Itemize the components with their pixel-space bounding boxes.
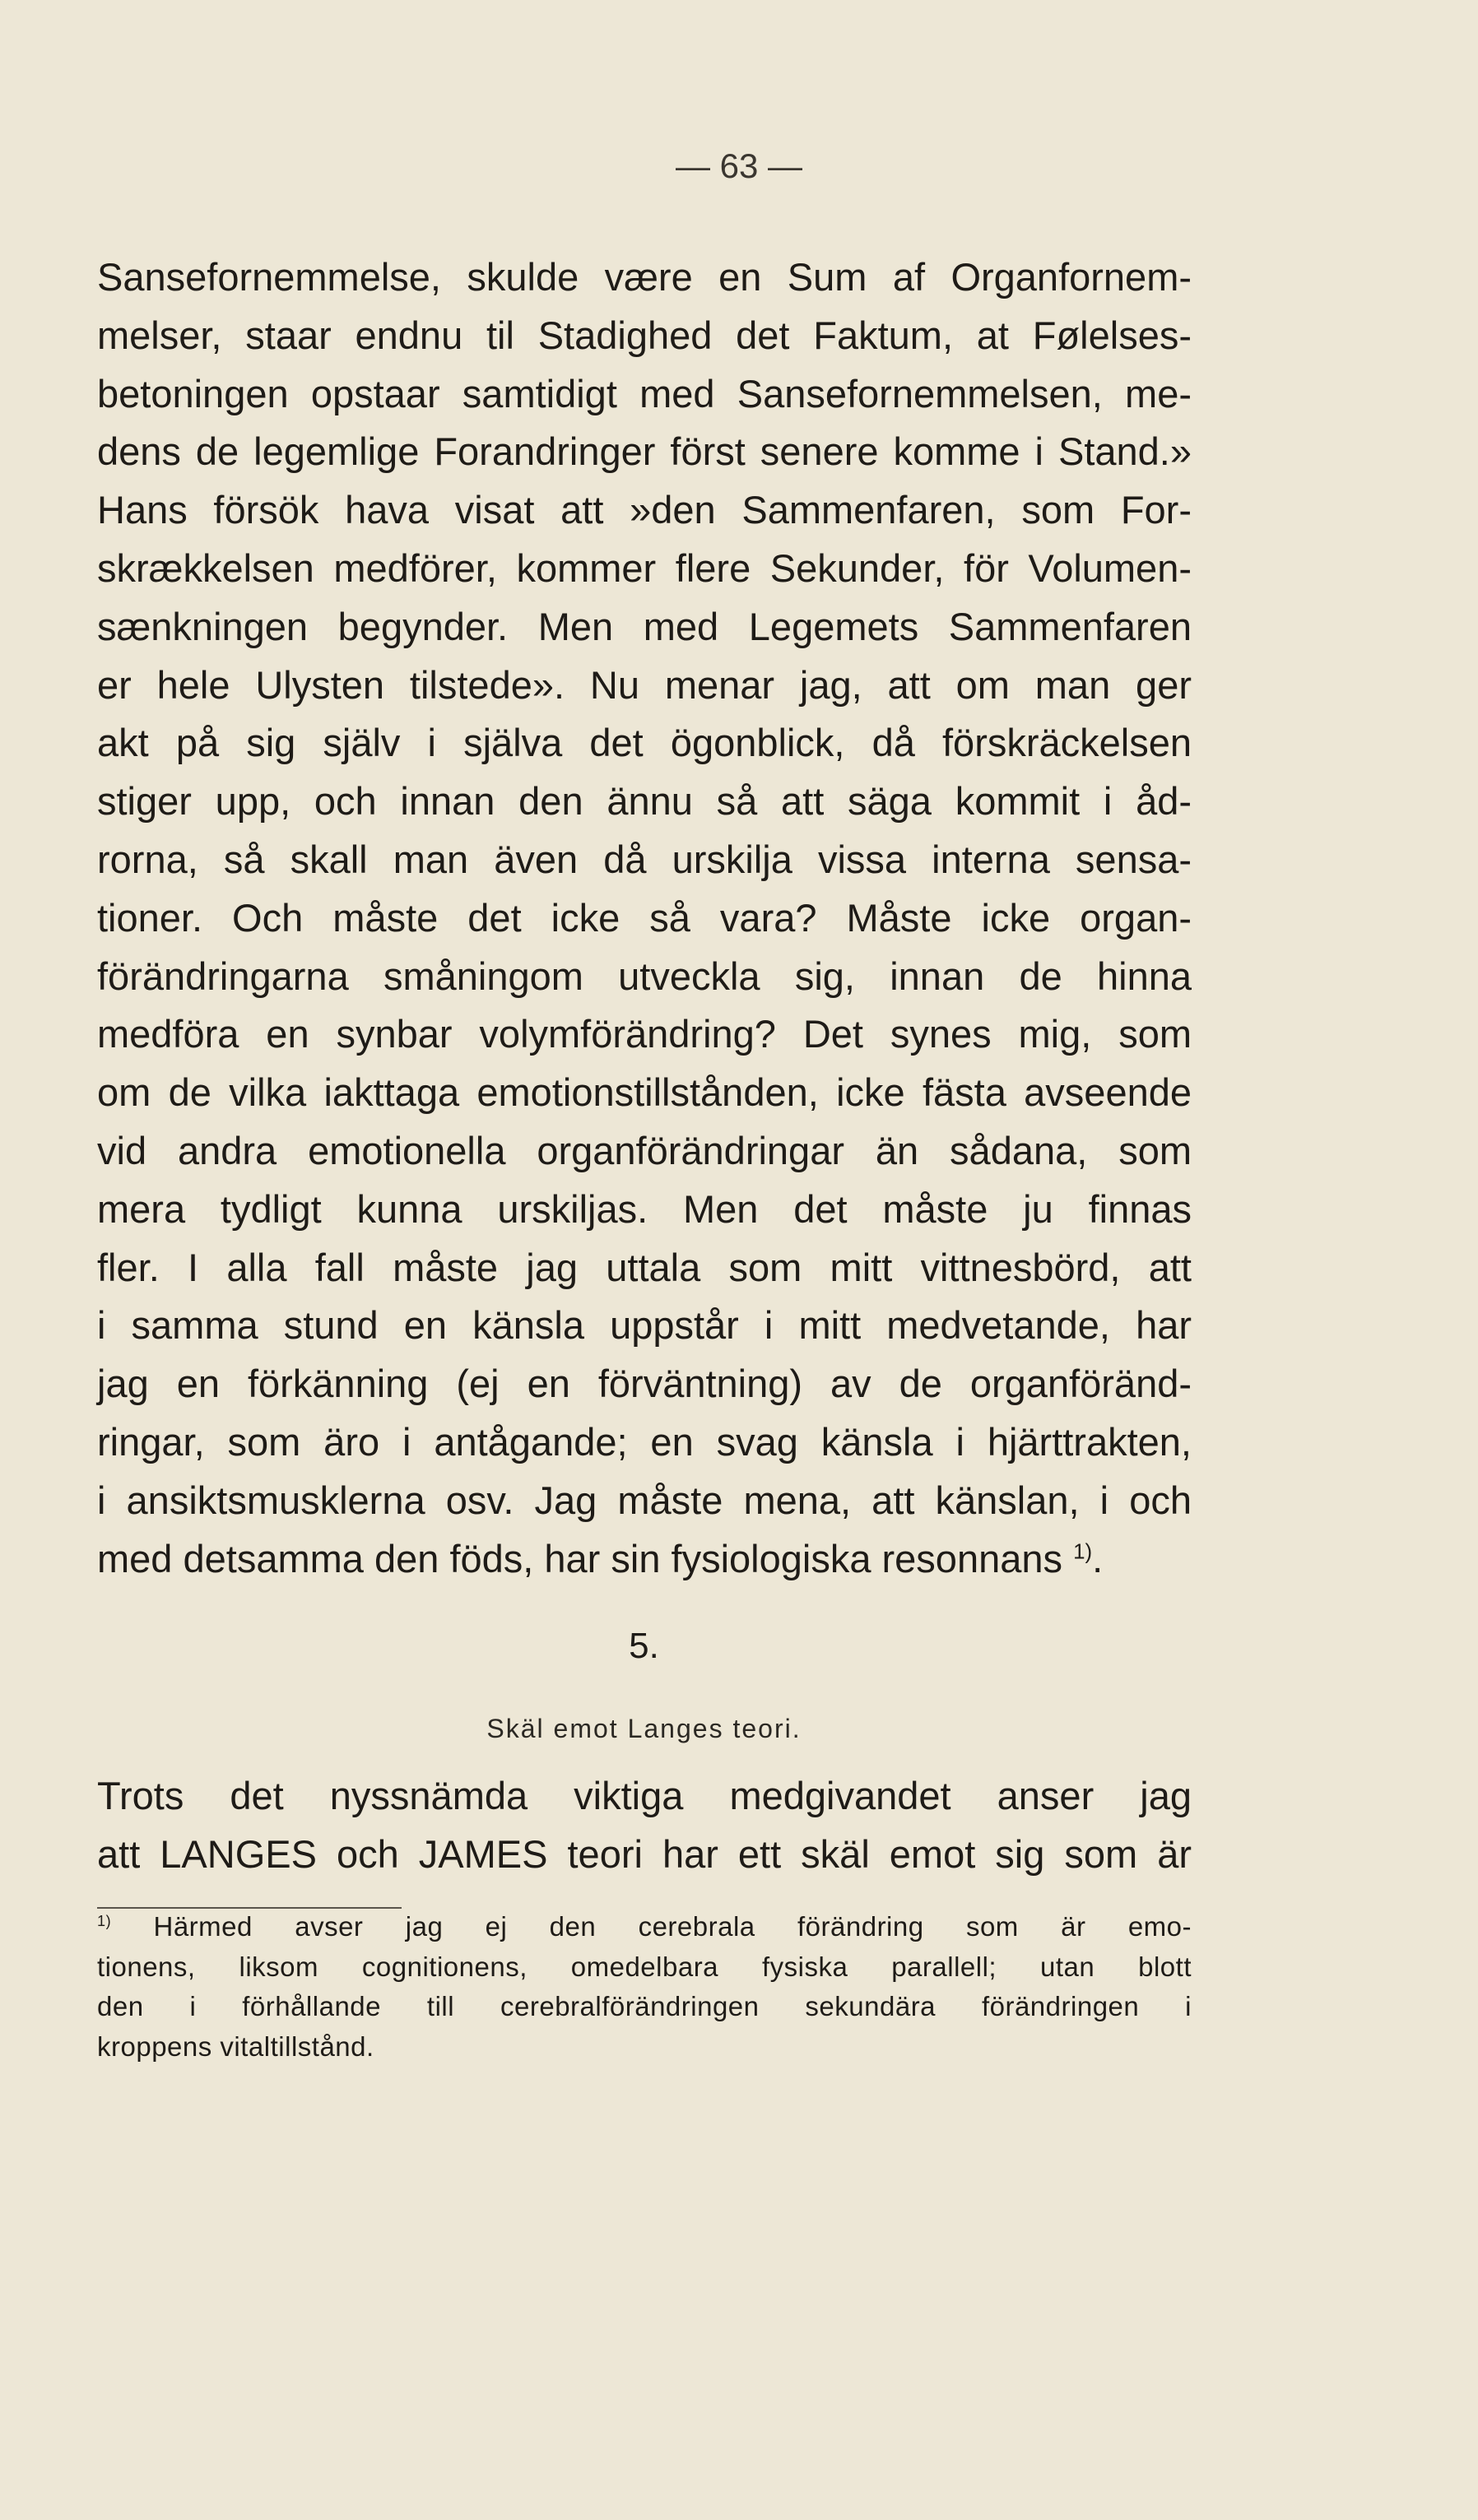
text-line: skrækkelsen medförer, kommer flere Sekunder, för Volumen-: [97, 545, 1192, 590]
text-line: betoningen opstaar samtidigt med Sansefornemmelsen, me-: [97, 371, 1192, 415]
text-line: medföra en synbar volymförändring? Det synes mig, som: [97, 1012, 1192, 1056]
text-line-content: med detsamma den föds, har sin fysiologiska resonnans: [97, 1536, 1063, 1580]
text-line: Sansefornemmelse, skulde være en Sum af Organfornem-: [97, 255, 1192, 299]
text-line: sænkningen begynder. Men med Legemets Sammenfaren: [97, 604, 1192, 648]
text-line: melser, staar endnu til Stadighed det Faktum, at Følelses-: [97, 313, 1192, 357]
section-title: Skäl emot Langes teori.: [486, 1714, 802, 1743]
text-line: att LANGES och JAMES teori har ett skäl emot sig som är: [97, 1831, 1192, 1876]
section-paragraph: [97, 1767, 1192, 1884]
footnote-line: den i förhållande till cerebralförändringen sekundära förändringen i: [97, 1991, 1192, 2021]
footnote-line: [97, 1907, 1192, 1947]
text-line: rorna, så skall man även då urskilja vissa interna sensa-: [97, 837, 1192, 881]
footnote-marker: 1): [97, 1913, 112, 1929]
footnote-line-content: Härmed avser jag ej den cerebrala förändring som är emo-: [153, 1911, 1192, 1942]
text-line-last: med detsamma den föds, har sin fysiologiska resonnans $^{1)}$.: [97, 1536, 1104, 1580]
text-line: er hele Ulysten tilstede». Nu menar jag, att om man ger: [97, 662, 1192, 707]
text-line: förändringarna småningom utveckla sig, innan de hinna: [97, 954, 1192, 998]
text-line: vid andra emotionella organförändringar än sådana, som: [97, 1128, 1192, 1172]
text-line: i samma stund en känsla uppstår i mitt medvetande, har: [97, 1303, 1192, 1348]
main-paragraph: [97, 248, 1192, 1588]
footnote-line: kroppens vitaltillstånd.: [97, 2030, 374, 2062]
page-number: — 63 —: [675, 146, 803, 185]
text-line: stiger upp, och innan den ännu så att säga kommit i åd-: [97, 779, 1192, 824]
text-line: tioner. Och måste det icke så vara? Måste icke organ-: [97, 895, 1192, 940]
section-number: 5.: [629, 1626, 659, 1666]
footnote: [97, 1907, 1192, 2067]
text-line: akt på sig själv i själva det ögonblick, då förskräckelsen: [97, 721, 1192, 765]
text-line: i ansiktsmusklerna osv. Jag måste mena, att känslan, i och: [97, 1478, 1192, 1522]
text-line: Trots det nyssnämda viktiga medgivandet anser jag: [97, 1774, 1192, 1817]
text-line: om de vilka iakttaga emotionstillstånden, icke fästa avseende: [97, 1070, 1192, 1115]
text-line: mera tydligt kunna urskiljas. Men det måste ju finnas: [97, 1186, 1192, 1231]
footnote-reference: 1): [1073, 1539, 1093, 1563]
text-line: jag en förkänning (ej en förväntning) av de organföränd-: [97, 1362, 1192, 1406]
text-line: fler. I alla fall måste jag uttala som mitt vittnesbörd, att: [97, 1245, 1192, 1289]
footnote-line: tionens, liksom cognitionens, omedelbara fysiska parallell; utan blott: [97, 1951, 1192, 1982]
text-line: ringar, som äro i antågande; en svag känsla i hjärttrakten,: [97, 1419, 1192, 1464]
text-line: dens de legemlige Forandringer först senere komme i Stand.»: [97, 429, 1192, 474]
text-line: Hans försök hava visat att »den Sammenfaren, som For-: [97, 488, 1192, 532]
